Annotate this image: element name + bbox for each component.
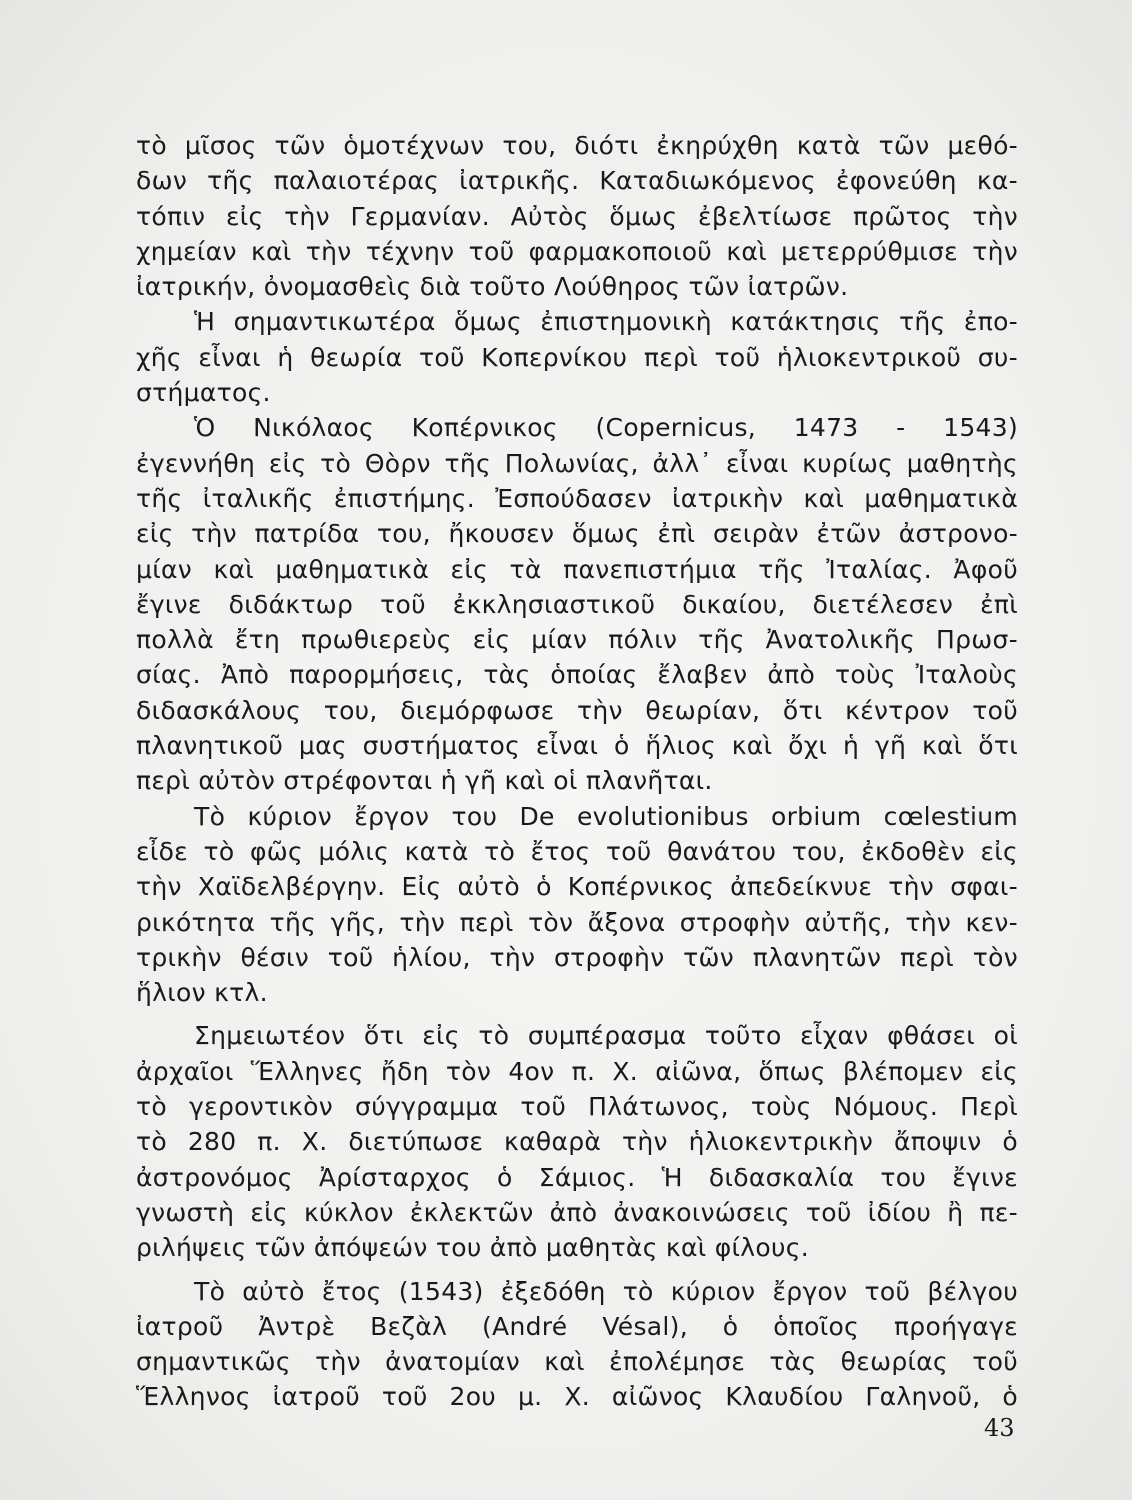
text-line: πολλὰ ἔτη πρωθιερεὺς εἰς μίαν πόλιν τῆς Ἀνατολικῆς Πρωσ-	[136, 625, 1018, 655]
paragraph-start-line: Σημειωτέον ὅτι εἰς τὸ συμπέρασμα τοῦτο εἶχαν φθάσει οἱ	[194, 1021, 1018, 1051]
paragraph-start-line: Ὁ Νικόλαος Κοπέρνικος (Copernicus, 1473 - 1543)	[194, 413, 1018, 443]
text-line: εἶδε τὸ φῶς μόλις κατὰ τὸ ἔτος τοῦ θανάτου του, ἐκδοθὲν εἰς	[136, 836, 1018, 866]
body-text	[136, 128, 1018, 1415]
text-line: ἰατρικήν, ὀνομασθεὶς διὰ τοῦτο Λούθηρος τῶν ἰατρῶν.	[136, 272, 849, 302]
text-line: ἥλιον κτλ.	[136, 978, 268, 1008]
text-line: τρικὴν θέσιν τοῦ ἡλίου, τὴν στροφὴν τῶν πλανητῶν περὶ τὸν	[136, 942, 1018, 972]
text-line: περὶ αὐτὸν στρέφονται ἡ γῆ καὶ οἱ πλανῆται.	[136, 766, 713, 796]
text-line: χημείαν καὶ τὴν τέχνην τοῦ φαρμακοποιοῦ καὶ μετερρύθμισε τὴν	[136, 236, 1018, 266]
paragraph-start-line: Τὸ κύριον ἔργον του De evolutionibus orbium cœlestium	[194, 801, 1018, 831]
text-line: τὸ 280 π. Χ. διετύπωσε καθαρὰ τὴν ἡλιοκεντρικὴν ἄποψιν ὁ	[136, 1127, 1018, 1157]
text-line: στήματος.	[136, 378, 271, 408]
text-line: ἀρχαῖοι Ἕλληνες ἤδη τὸν 4ον π. Χ. αἰῶνα, ὅπως βλέπομεν εἰς	[136, 1056, 1018, 1086]
text-line: ρικότητα τῆς γῆς, τὴν περὶ τὸν ἄξονα στροφὴν αὐτῆς, τὴν κεν-	[136, 907, 1018, 937]
text-line: τὸ γεροντικὸν σύγγραμμα τοῦ Πλάτωνος, τοὺς Νόμους. Περὶ	[136, 1092, 1018, 1122]
text-line: Ἕλληνος ἰατροῦ τοῦ 2ου μ. Χ. αἰῶνος Κλαυδίου Γαληνοῦ, ὁ	[136, 1382, 1018, 1412]
page-number: 43	[984, 1414, 1015, 1442]
text-line: ἰατροῦ Ἀντρὲ Βεζὰλ (André Vésal), ὁ ὁποῖος προήγαγε	[136, 1311, 1018, 1341]
text-line: ἔγινε διδάκτωρ τοῦ ἐκκλησιαστικοῦ δικαίου, διετέλεσεν ἐπὶ	[136, 589, 1018, 619]
paragraph-start-line: Ἡ σημαντικωτέρα ὅμως ἐπιστημονικὴ κατάκτησις τῆς ἐπο-	[194, 307, 1018, 337]
text-line: εἰς τὴν πατρίδα του, ἤκουσεν ὅμως ἐπὶ σειρὰν ἐτῶν ἀστρονο-	[136, 519, 1018, 549]
text-line: χῆς εἶναι ἡ θεωρία τοῦ Κοπερνίκου περὶ τοῦ ἡλιοκεντρικοῦ συ-	[136, 342, 1018, 372]
text-line: τόπιν εἰς τὴν Γερμανίαν. Αὐτὸς ὅμως ἐβελτίωσε πρῶτος τὴν	[136, 201, 1018, 231]
text-line: ἐγεννήθη εἰς τὸ Θὸρν τῆς Πολωνίας, ἀλλ᾽ εἶναι κυρίως μαθητὴς	[136, 448, 1018, 478]
text-line: τὴν Χαϊδελβέργην. Εἰς αὐτὸ ὁ Κοπέρνικος ἀπεδείκνυε τὴν σφαι-	[136, 872, 1018, 902]
text-line: μίαν καὶ μαθηματικὰ εἰς τὰ πανεπιστήμια τῆς Ἰταλίας. Ἀφοῦ	[136, 554, 1018, 584]
text-line: ἀστρονόμος Ἀρίσταρχος ὁ Σάμιος. Ἡ διδασκαλία του ἔγινε	[136, 1162, 1018, 1192]
text-line: δων τῆς παλαιοτέρας ἰατρικῆς. Καταδιωκόμενος ἐφονεύθη κα-	[136, 166, 1018, 196]
text-line: τὸ μῖσος τῶν ὁμοτέχνων του, διότι ἐκηρύχθη κατὰ τῶν μεθό-	[136, 131, 1018, 160]
text-line: τῆς ἰταλικῆς ἐπιστήμης. Ἐσπούδασεν ἰατρικὴν καὶ μαθηματικὰ	[136, 483, 1018, 513]
text-line: πλανητικοῦ μας συστήματος εἶναι ὁ ἥλιος καὶ ὄχι ἡ γῆ καὶ ὅτι	[136, 731, 1018, 761]
text-line: σίας. Ἀπὸ παρορμήσεις, τὰς ὁποίας ἔλαβεν ἀπὸ τοὺς Ἰταλοὺς	[136, 660, 1018, 690]
text-line: σημαντικῶς τὴν ἀνατομίαν καὶ ἐπολέμησε τὰς θεωρίας τοῦ	[136, 1347, 1018, 1377]
text-line: ριλήψεις τῶν ἀπόψεών του ἀπὸ μαθητὰς καὶ φίλους.	[136, 1233, 809, 1263]
text-line: γνωστὴ εἰς κύκλον ἐκλεκτῶν ἀπὸ ἀνακοινώσεις τοῦ ἰδίου ἢ πε-	[136, 1197, 1018, 1227]
paragraph-start-line: Τὸ αὐτὸ ἔτος (1543) ἐξεδόθη τὸ κύριον ἔργον τοῦ βέλγου	[194, 1276, 1018, 1306]
text-line: διδασκάλους του, διεμόρφωσε τὴν θεωρίαν, ὅτι κέντρον τοῦ	[136, 695, 1018, 725]
